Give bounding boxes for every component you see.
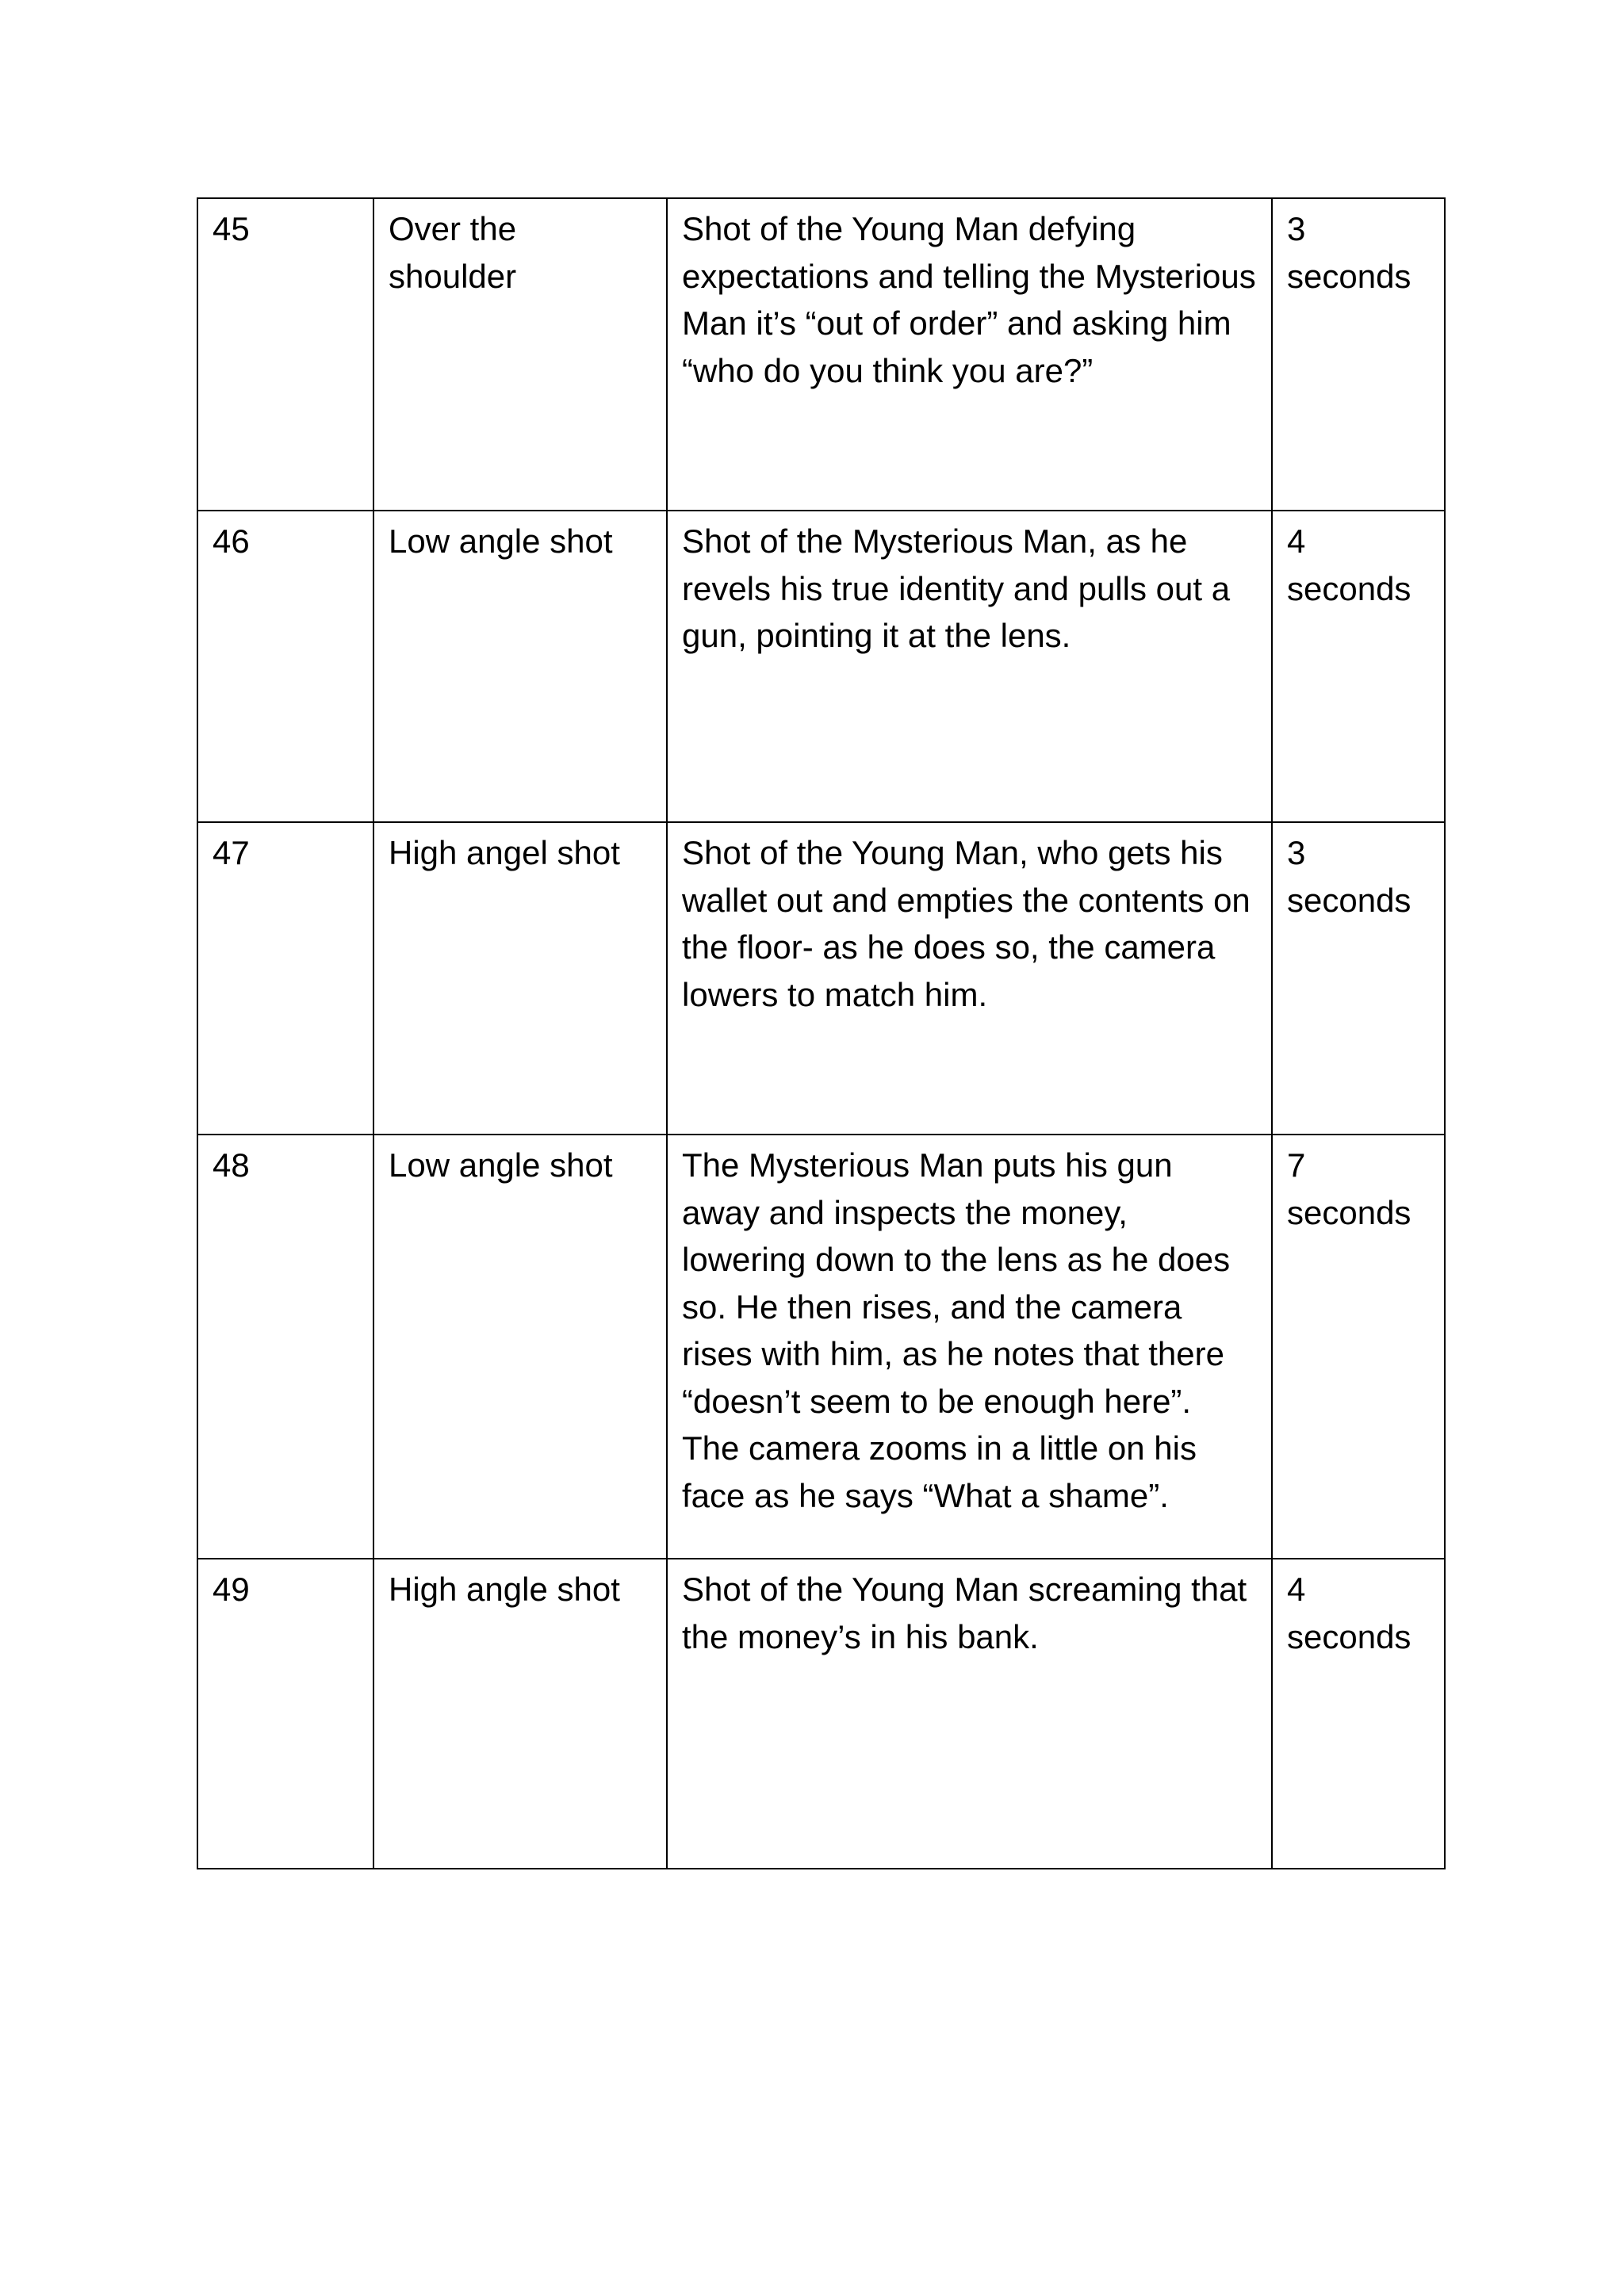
shot-number-cell: 48 bbox=[197, 1135, 373, 1559]
table-row bbox=[197, 822, 1445, 1135]
shot-number-cell: 47 bbox=[197, 822, 373, 1135]
shot-description-cell: Shot of the Mysterious Man, as he revels his true identity and pulls out a gun, pointing it at the lens. bbox=[667, 511, 1272, 822]
shot-duration-cell: 7 seconds bbox=[1272, 1135, 1445, 1559]
table-row bbox=[197, 1135, 1445, 1559]
shot-type-cell: Low angle shot bbox=[373, 511, 667, 822]
shot-type-cell: Over the shoulder bbox=[373, 198, 667, 511]
table-row bbox=[197, 511, 1445, 822]
shot-number-cell: 45 bbox=[197, 198, 373, 511]
shot-type-cell: Low angle shot bbox=[373, 1135, 667, 1559]
shot-type-cell: High angle shot bbox=[373, 1559, 667, 1869]
shot-duration-cell: 3 seconds bbox=[1272, 198, 1445, 511]
shot-list-table bbox=[197, 197, 1446, 1869]
shot-duration-cell: 4 seconds bbox=[1272, 511, 1445, 822]
shot-description-cell: Shot of the Young Man screaming that the money’s in his bank. bbox=[667, 1559, 1272, 1869]
table-row bbox=[197, 1559, 1445, 1869]
shot-duration-cell: 3 seconds bbox=[1272, 822, 1445, 1135]
table-row bbox=[197, 198, 1445, 511]
shot-description-cell: The Mysterious Man puts his gun away and inspects the money, lowering down to the lens as he does so. He then rises, and the camera rises with him, as he notes that there “doesn’t seem to be enough here”. The camera zooms in a little on his face as he says “What a shame”. bbox=[667, 1135, 1272, 1559]
shot-number-cell: 46 bbox=[197, 511, 373, 822]
shot-description-cell: Shot of the Young Man, who gets his wallet out and empties the contents on the floor- as he does so, the camera lowers to match him. bbox=[667, 822, 1272, 1135]
shot-number-cell: 49 bbox=[197, 1559, 373, 1869]
shot-description-cell: Shot of the Young Man defying expectations and telling the Mysterious Man it’s “out of order” and asking him “who do you think you are?” bbox=[667, 198, 1272, 511]
shot-type-cell: High angel shot bbox=[373, 822, 667, 1135]
shot-duration-cell: 4 seconds bbox=[1272, 1559, 1445, 1869]
